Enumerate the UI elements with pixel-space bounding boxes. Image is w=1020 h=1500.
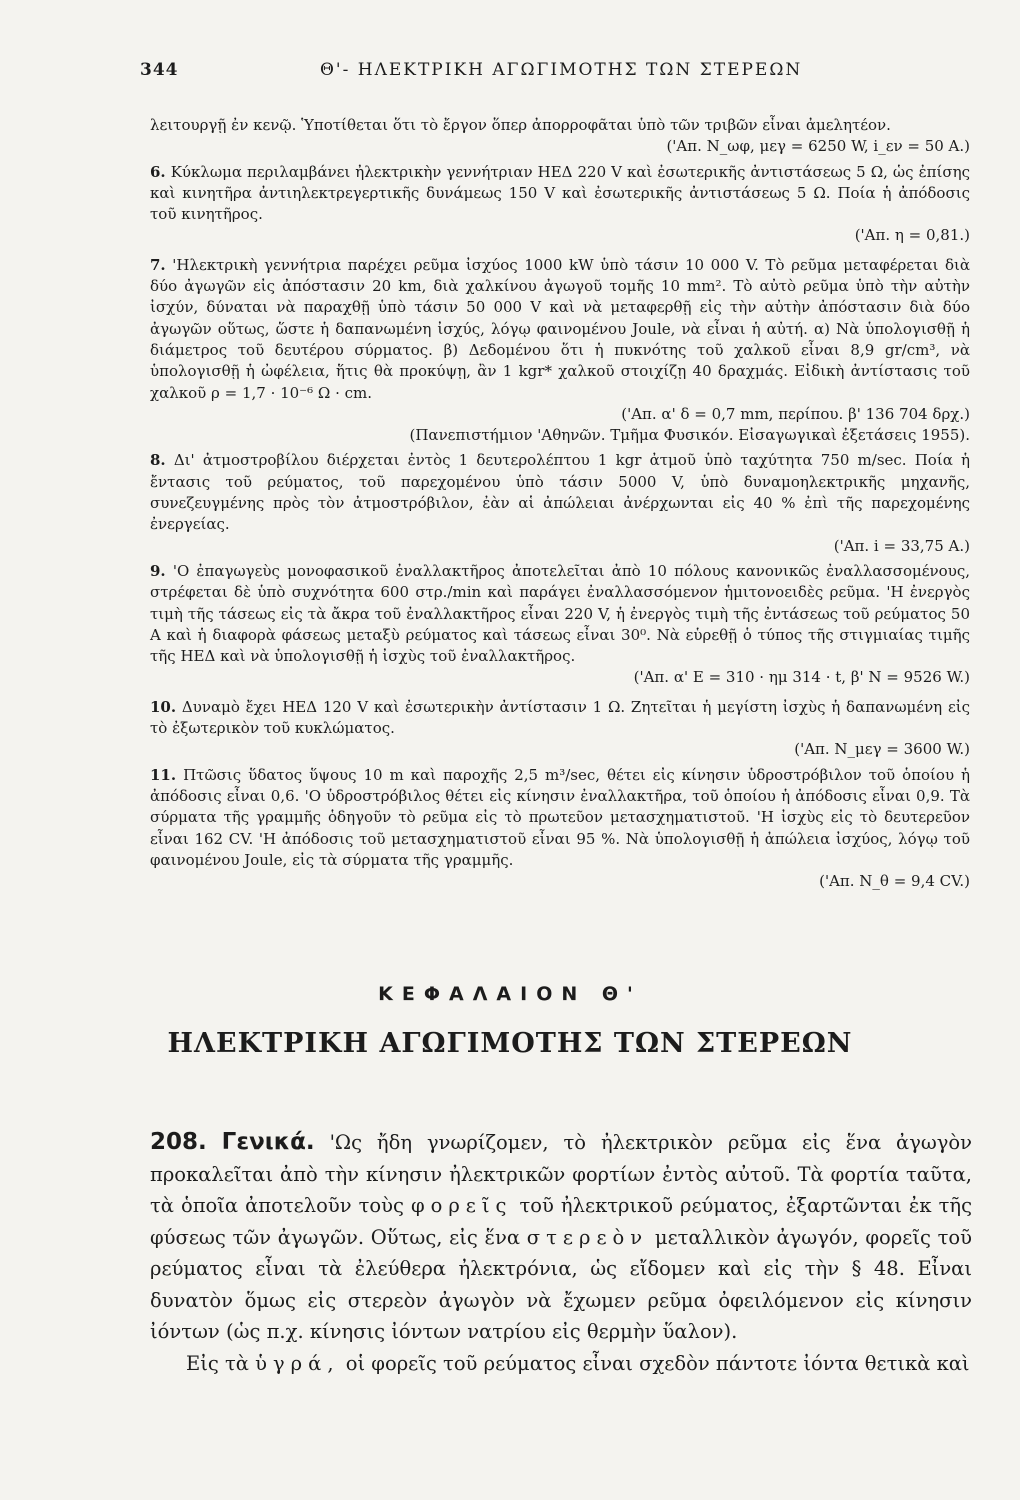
problem-text: 'Ο ἐπαγωγεὺς μονοφασικοῦ ἐναλλακτῆρος ἀποτελεῖται ἀπὸ 10 πόλους κανονικῶς ἐναλλασσομένους, στρέφεται δὲ ὑπὸ συχνότητα 600 στρ./min καὶ παράγει ἐναλλασσόμενον ἡμιτονοειδὲς ρεῦμα. 'Η ἐνεργὸς τιμὴ τῆς τάσεως εἰς τὰ ἄκρα τοῦ ἐναλλακτῆρος εἶναι 220 V, ἡ ἐνεργὸς τιμὴ τῆς ἐντάσεως τοῦ ρεύματος 50 A καὶ ἡ διαφορὰ φάσεως μεταξὺ ρεύματος καὶ τάσεως εἶναι 30⁰. Νὰ εὑρεθῇ ὁ τύπος τῆς στιγμιαίας τιμῆς τῆς ΗΕΔ καὶ νὰ ὑπολογισθῇ ἡ ἰσχὺς τοῦ ἐναλλακτῆρος. xyxy=(150,561,970,666)
spaced-term: στερεὸν xyxy=(526,1225,649,1249)
section-heading: Γενικά. xyxy=(221,1129,315,1155)
answer-7: ('Απ. α' δ = 0,7 mm, περίπου. β' 136 704 δρχ.) xyxy=(621,404,970,423)
answer-11: ('Απ. Ν_θ = 9,4 CV.) xyxy=(819,872,970,891)
spaced-term: ὑγρά, xyxy=(255,1351,340,1375)
answer-intro: ('Απ. Ν_ωφ, μεγ = 6250 W, i_εν = 50 A.) xyxy=(666,137,970,156)
answer-8: ('Απ. i = 33,75 A.) xyxy=(833,536,970,555)
chapter-label: ΚΕΦΑΛΑΙΟΝ Θ' xyxy=(378,983,642,1005)
section-text: 'Ως ἤδη γνωρίζομεν, τὸ ἠλεκτρικὸν ρεῦμα εἰς ἕνα ἀγωγὸν προκαλεῖται ἀπὸ τὴν κίνησιν ἠλεκτρικῶν φορτίων ἐντὸς αὐτοῦ. Τὰ φορτία ταῦτα, τὰ ὁποῖα ἀποτελοῦν τοὺς xyxy=(150,1131,973,1217)
problem-9 xyxy=(150,561,970,667)
spaced-term: φορεῖς xyxy=(410,1194,513,1217)
problem-text: 'Ηλεκτρικὴ γεννήτρια παρέχει ρεῦμα ἰσχύος 1000 kW ὑπὸ τάσιν 10 000 V. Τὸ ρεῦμα μεταφέρεται διὰ δύο ἀγωγῶν εἰς ἀπόστασιν 20 km, διὰ χαλκίνου ἀγωγοῦ τομῆς 10 mm². Τὸ αὐτὸ ρεῦμα ὑπὸ τὴν αὐτὴν ἰσχύν, δύναται νὰ παραχθῇ ὑπὸ τάσιν 50 000 V καὶ νὰ μεταφερθῇ εἰς τὴν αὐτὴν ἀπόστασιν διὰ δύο ἀγωγῶν οὕτως, ὥστε ἡ δαπανωμένη ἰσχύς, λόγῳ φαινομένου Joule, νὰ εἶναι ἡ αὐτή. α) Νὰ ὑπολογισθῇ ἡ διάμετρος τοῦ δευτέρου σύρματος. β) Δεδομένου ὅτι ἡ πυκνότης τοῦ χαλκοῦ εἶναι 8,9 gr/cm³, νὰ ὑπολογισθῇ ἡ ὠφέλεια, ἥτις θὰ προκύψῃ, ἂν 1 kgr* χαλκοῦ στοιχίζῃ 40 δραχμάς. Εἰδικὴ ἀντίστασις τοῦ χαλκοῦ ρ = 1,7 · 10⁻⁶ Ω · cm. xyxy=(150,255,970,402)
problem-text: Κύκλωμα περιλαμβάνει ἠλεκτρικὴν γεννήτριαν ΗΕΔ 220 V καὶ ἐσωτερικῆς ἀντιστάσεως 5 Ω, ὡς ἐπίσης καὶ κινητῆρα ἀντιηλεκτρεγερτικῆς δυνάμεως 150 V καὶ ἐσωτερικῆς ἀντιστάσεως 5 Ω. Ποία ἡ ἀπόδοσις τοῦ κινητῆρος. xyxy=(150,162,970,224)
problem-number: 8. xyxy=(150,451,166,470)
section-text: μεταλλικὸν ἀγωγόν, φορεῖς τοῦ ρεύματος εἶναι τὰ ἐλεύθερα ἠλεκτρόνια, ὡς εἴδομεν καὶ εἰς τὴν § 48. Εἶναι δυνατὸν ὅμως εἰς στερεὸν ἀγωγὸν νὰ ἔχωμεν ρεῦμα ὀφειλόμενον εἰς κίνησιν ἰόντων (ὡς π.χ. κίνησις ἰόντων νατρίου εἰς θερμὴν ὕαλον). xyxy=(150,1225,973,1343)
page-number: 344 xyxy=(140,60,179,80)
problem-7 xyxy=(150,255,970,404)
chapter-title: ΗΛΕΚΤΡΙΚΗ ΑΓΩΓΙΜΟΤΗΣ ΤΩΝ ΣΤΕΡΕΩΝ xyxy=(167,1028,853,1059)
section-paragraph-1 xyxy=(150,1127,972,1348)
problem-number: 11. xyxy=(150,765,177,784)
section-paragraph-2 xyxy=(150,1348,972,1380)
section-text: οἱ φορεῖς τοῦ ρεύματος εἶναι σχεδὸν πάντοτε ἰόντα θετικὰ καὶ xyxy=(345,1351,970,1375)
section-number: 208. xyxy=(150,1129,207,1155)
problem-number: 7. xyxy=(150,255,166,274)
answer-6: ('Απ. η = 0,81.) xyxy=(854,226,970,245)
page-header xyxy=(140,60,960,90)
problem-text: Δυναμὸ ἔχει ΗΕΔ 120 V καὶ ἐσωτερικὴν ἀντίστασιν 1 Ω. Ζητεῖται ἡ μεγίστη ἰσχὺς ἡ δαπανωμένη εἰς τὸ ἐξωτερικὸν τοῦ κυκλώματος. xyxy=(150,697,970,738)
problem-text: Δι' ἀτμοστροβίλου διέρχεται ἐντὸς 1 δευτερολέπτου 1 kgr ἀτμοῦ ὑπὸ ταχύτητα 750 m/sec. Ποία ἡ ἔντασις τοῦ ρεύματος, τοῦ παρεχομένου ὑπὸ τάσιν 5000 V, ὑπὸ δυναμοηλεκτρικῆς μηχανῆς, συνεζευγμένης πρὸς τὸν ἀτμοστρόβιλον, ἐὰν αἱ ἀπώλειαι ἀνέρχωνται εἰς 40 % ἐπὶ τῆς παρεχομένης ἐνεργείας. xyxy=(150,451,970,534)
problem-10 xyxy=(150,697,970,740)
problem-number: 6. xyxy=(150,162,166,181)
exercises-block xyxy=(150,115,970,892)
running-title: Θ'- ΗΛΕΚΤΡΙΚΗ ΑΓΩΓΙΜΟΤΗΣ ΤΩΝ ΣΤΕΡΕΩΝ xyxy=(320,60,803,80)
section-text: Εἰς τὰ xyxy=(186,1351,249,1375)
problem-text: Πτῶσις ὕδατος ὕψους 10 m καὶ παροχῆς 2,5 m³/sec, θέτει εἰς κίνησιν ὑδροστρόβιλον τοῦ ὁποίου ἡ ἀπόδοσις εἶναι 0,6. 'Ο ὑδροστρόβιλος θέτει εἰς κίνησιν ἐναλλακτῆρα, τοῦ ὁποίου ἡ ἀπόδοσις εἶναι 0,9. Τὰ σύρματα τῆς γραμμῆς ὁδηγοῦν τὸ ρεῦμα εἰς τὸ πρωτεῦον μετασχηματιστοῦ. 'Η ἰσχὺς εἰς τὸ δευτερεῦον εἶναι 162 CV. 'Η ἀπόδοσις τοῦ μετασχηματιστοῦ εἶναι 95 %. Νὰ ὑπολογισθῇ ἡ ἀπώλεια ἰσχύος, λόγῳ τοῦ φαινομένου Joule, εἰς τὰ σύρματα τῆς γραμμῆς. xyxy=(150,765,970,869)
paragraph-intro: λειτουργῇ ἐν κενῷ. Ὑποτίθεται ὅτι τὸ ἔργον ὅπερ ἀπορροφᾶται ὑπὸ τῶν τριβῶν εἶναι ἀμελητέον. xyxy=(150,116,891,134)
source-7: (Πανεπιστήμιον 'Αθηνῶν. Τμῆμα Φυσικόν. Εἰσαγωγικαὶ ἐξετάσεις 1955). xyxy=(409,426,970,445)
problem-number: 9. xyxy=(150,561,166,580)
problem-8 xyxy=(150,450,970,535)
answer-9: ('Απ. α' Ε = 310 · ημ 314 · t, β' Ν = 9526 W.) xyxy=(633,668,970,687)
problem-number: 10. xyxy=(150,697,177,716)
problem-11 xyxy=(150,765,970,871)
answer-10: ('Απ. Ν_μεγ = 3600 W.) xyxy=(794,740,970,759)
problem-6 xyxy=(150,162,970,226)
section-text: τοῦ ἠλεκτρικοῦ ρεύματος, ἐξαρτῶνται ἐκ τῆς φύσεως τῶν ἀγωγῶν. Οὕτως, εἰς ἕνα xyxy=(150,1194,973,1249)
section-208 xyxy=(150,1127,972,1379)
